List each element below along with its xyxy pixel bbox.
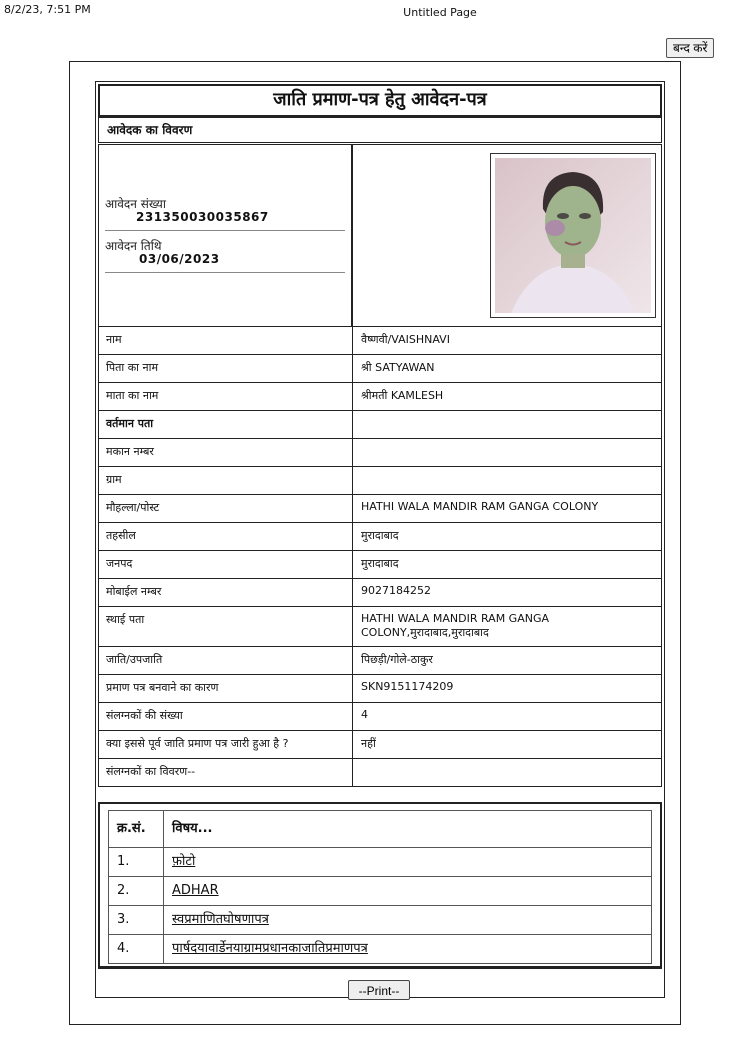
row-value: वैष्णवी/VAISHNAVI (361, 333, 450, 346)
table-row (98, 759, 662, 787)
divider (105, 230, 345, 231)
row-value (353, 439, 661, 466)
attachment-serial: 1. (109, 848, 164, 876)
row-label: तहसील (99, 523, 353, 550)
table-row (98, 579, 662, 607)
row-value: HATHI WALA MANDIR RAM GANGA COLONY (361, 500, 599, 513)
row-label: क्या इससे पूर्व जाति प्रमाण पत्र जारी हुआ है ? (99, 731, 353, 758)
attachment-serial: 2. (109, 877, 164, 905)
row-label: मोबाईल नम्बर (99, 579, 353, 606)
row-value: श्रीमती KAMLESH (361, 389, 444, 402)
row-value: HATHI WALA MANDIR RAM GANGA COLONY,मुरादाबाद,मुरादाबाद (361, 612, 550, 639)
table-row (98, 327, 662, 355)
print-page-title: Untitled Page (403, 6, 477, 19)
attachment-row (109, 848, 651, 877)
row-value (353, 467, 661, 494)
row-label: नाम (99, 327, 353, 354)
attachment-link[interactable]: पार्षदयावार्डेनयाग्रामप्रधानकाजातिप्रमाणपत्र (172, 941, 368, 956)
row-value (353, 759, 661, 786)
row-label: पिता का नाम (99, 355, 353, 382)
details-table (98, 327, 662, 787)
row-label: जाति/उपजाति (99, 647, 353, 674)
table-row (98, 355, 662, 383)
row-label: वर्तमान पता (99, 411, 353, 438)
application-date: 03/06/2023 (139, 252, 220, 266)
table-row (98, 675, 662, 703)
attachment-link[interactable]: ADHAR (172, 883, 219, 898)
applicant-photo (490, 153, 656, 318)
row-value: SKN9151174209 (361, 680, 454, 693)
print-datetime: 8/2/23, 7:51 PM (4, 3, 91, 16)
table-row (98, 439, 662, 467)
row-value: मुरादाबाद (361, 557, 399, 570)
attachment-link[interactable]: स्वप्रमाणितघोषणापत्र (172, 912, 269, 927)
photo-box (352, 144, 662, 327)
col-subject-header: विषय... (172, 821, 213, 836)
table-row (98, 647, 662, 675)
row-value (353, 411, 661, 438)
row-label: प्रमाण पत्र बनवाने का कारण (99, 675, 353, 702)
document-frame (69, 61, 681, 1025)
row-value: मुरादाबाद (361, 529, 399, 542)
attachment-serial: 4. (109, 935, 164, 963)
col-serial-header: क्र.सं. (109, 811, 164, 847)
section-heading: आवेदक का विवरण (98, 117, 662, 143)
table-row (98, 607, 662, 647)
table-row (98, 467, 662, 495)
row-label: माता का नाम (99, 383, 353, 410)
attachments-table (108, 810, 652, 964)
row-label: मकान नम्बर (99, 439, 353, 466)
row-value: पिछड़ी/गोले-ठाकुर (361, 653, 433, 666)
row-label: ग्राम (99, 467, 353, 494)
table-row (98, 731, 662, 759)
form-title: जाति प्रमाण-पत्र हेतु आवेदन-पत्र (98, 84, 662, 117)
application-form (95, 81, 665, 998)
attachments-section (98, 802, 662, 968)
attachment-link[interactable]: फ़ोटो (172, 854, 196, 869)
close-button[interactable]: बन्द करें (666, 38, 714, 58)
row-label: संलग्नकों की संख्या (99, 703, 353, 730)
application-number: 231350030035867 (136, 210, 269, 224)
table-row (98, 383, 662, 411)
print-button[interactable]: --Print-- (348, 980, 410, 1000)
row-label: मौहल्ला/पोस्ट (99, 495, 353, 522)
table-row (98, 495, 662, 523)
table-row (98, 551, 662, 579)
row-value: 9027184252 (361, 584, 431, 597)
row-label: संलग्नकों का विवरण-- (99, 759, 353, 786)
table-row (98, 523, 662, 551)
table-row (98, 411, 662, 439)
divider (105, 272, 345, 273)
attachment-row (109, 935, 651, 963)
attachment-row (109, 877, 651, 906)
attachment-cell (164, 848, 651, 876)
row-value: 4 (361, 708, 368, 721)
attachment-serial: 3. (109, 906, 164, 934)
row-label: स्थाई पता (99, 607, 353, 646)
application-number-label: आवेदन संख्या (105, 197, 166, 211)
attachment-row (109, 906, 651, 935)
application-date-label: आवेदन तिथि (105, 239, 162, 253)
attachment-cell (164, 877, 651, 905)
row-value: श्री SATYAWAN (361, 361, 435, 374)
application-info-box (98, 144, 352, 327)
attachment-cell (164, 935, 651, 963)
row-label: जनपद (99, 551, 353, 578)
attachment-cell (164, 906, 651, 934)
row-value: नहीं (361, 737, 376, 750)
table-row (98, 703, 662, 731)
attachments-header-row (109, 811, 651, 848)
